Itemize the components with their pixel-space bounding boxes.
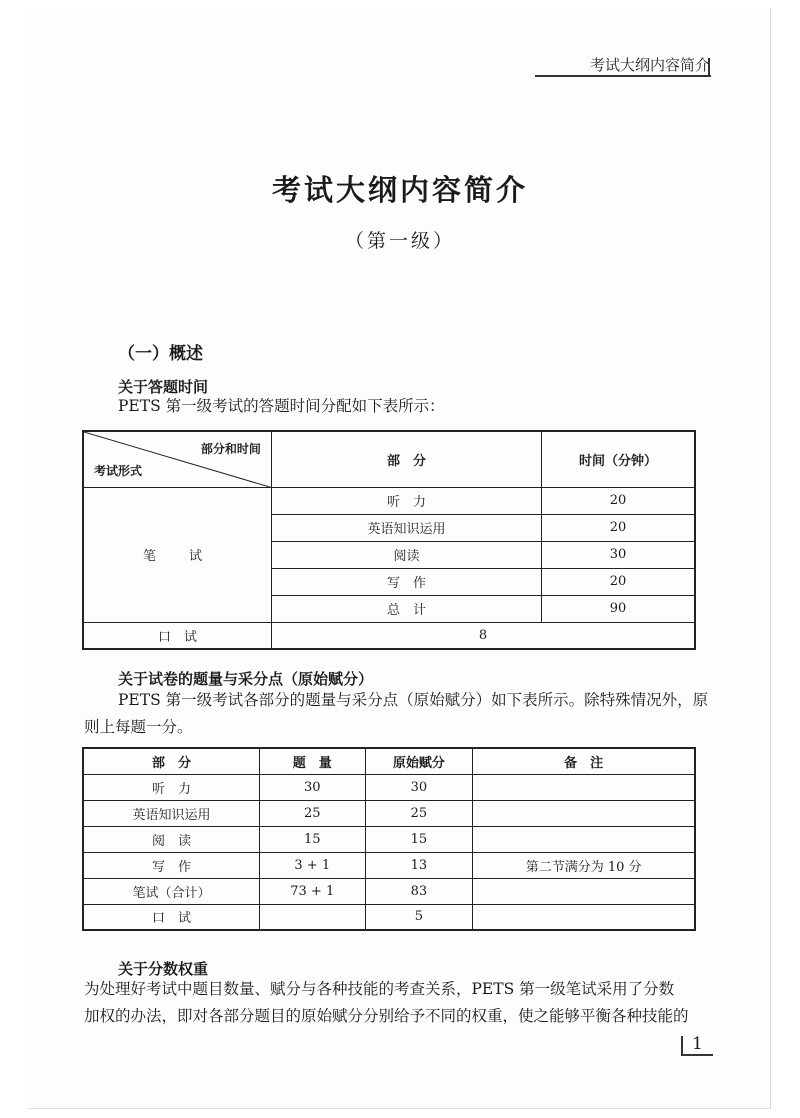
oral-exam-time: 8 <box>271 622 695 649</box>
diag-header-bottom: 考试形式 <box>94 463 143 478</box>
running-head-rule <box>535 75 711 77</box>
score-row-note <box>473 904 695 930</box>
score-row-part: 写 作 <box>83 852 259 878</box>
score-row-count: 30 <box>259 774 365 800</box>
score-row-note <box>473 826 695 852</box>
diag-header-top: 部分和时间 <box>200 442 261 456</box>
time-row-part: 写 作 <box>271 568 541 595</box>
oral-exam-label: 口 试 <box>83 622 271 649</box>
heading-weights: 关于分数权重 <box>118 960 209 978</box>
score-row-part: 英语知识运用 <box>83 800 259 826</box>
heading-answer-time: 关于答题时间 <box>118 378 209 396</box>
running-head: 考试大纲内容简介 <box>589 56 710 74</box>
col-header-count: 题 量 <box>259 748 365 774</box>
page-title: 考试大纲内容简介 <box>271 173 528 207</box>
time-row-part: 阅读 <box>271 541 541 568</box>
col-header-part: 部 分 <box>83 748 259 774</box>
score-row-part: 阅 读 <box>83 826 259 852</box>
score-row-count: 73 + 1 <box>259 878 365 904</box>
score-row-score: 83 <box>365 878 473 904</box>
time-row-value: 20 <box>541 568 695 595</box>
weights-line2: 加权的办法，即对各部分题目的原始赋分分别给予不同的权重，使之能够平衡各种技能的 <box>84 1007 689 1025</box>
time-allocation-table <box>82 430 696 650</box>
score-row-part: 笔试（合计） <box>83 878 259 904</box>
col-header-score: 原始赋分 <box>365 748 473 774</box>
score-row-score: 5 <box>365 904 473 930</box>
table-row <box>83 826 695 852</box>
page-subtitle: （第一级） <box>344 230 455 252</box>
table-row <box>83 878 695 904</box>
score-row-count: 3 + 1 <box>259 852 365 878</box>
score-row-note <box>473 774 695 800</box>
scoring-intro-line2: 则上每题一分。 <box>84 718 193 736</box>
score-row-score: 25 <box>365 800 473 826</box>
time-row-part: 总 计 <box>271 595 541 622</box>
time-row-part: 听 力 <box>271 487 541 514</box>
heading-scoring: 关于试卷的题量与采分点（原始赋分） <box>118 670 374 688</box>
time-row-value: 20 <box>541 514 695 541</box>
section-heading-overview: （一）概述 <box>118 344 203 364</box>
time-row-part: 英语知识运用 <box>271 514 541 541</box>
page-number: 1 <box>692 1034 703 1054</box>
score-row-note: 第二节满分为 10 分 <box>473 852 695 878</box>
running-head-tick <box>708 58 710 77</box>
scoring-intro-line1: PETS 第一级考试各部分的题量与采分点（原始赋分）如下表所示。除特殊情况外，原 <box>118 691 709 709</box>
table-row <box>83 904 695 930</box>
score-row-count <box>259 904 365 930</box>
scoring-table <box>82 747 696 931</box>
time-row-value: 20 <box>541 487 695 514</box>
diagonal-header-cell <box>83 431 271 487</box>
score-row-count: 15 <box>259 826 365 852</box>
weights-line1: 为处理好考试中题目数量、赋分与各种技能的考查关系，PETS 第一级笔试采用了分数 <box>84 980 675 998</box>
col-header-note: 备 注 <box>473 748 695 774</box>
score-row-part: 听 力 <box>83 774 259 800</box>
time-row-value: 90 <box>541 595 695 622</box>
time-row-value: 30 <box>541 541 695 568</box>
score-row-score: 30 <box>365 774 473 800</box>
score-row-part: 口 试 <box>83 904 259 930</box>
table-row <box>83 852 695 878</box>
score-row-note <box>473 800 695 826</box>
col-header-time: 时间（分钟） <box>541 431 695 487</box>
col-header-part: 部 分 <box>271 431 541 487</box>
table-row <box>83 800 695 826</box>
score-row-count: 25 <box>259 800 365 826</box>
table-row <box>83 774 695 800</box>
written-exam-label: 笔 试 <box>83 487 271 622</box>
score-row-score: 13 <box>365 852 473 878</box>
score-row-note <box>473 878 695 904</box>
score-row-score: 15 <box>365 826 473 852</box>
time-intro-text: PETS 第一级考试的答题时间分配如下表所示： <box>118 397 445 415</box>
